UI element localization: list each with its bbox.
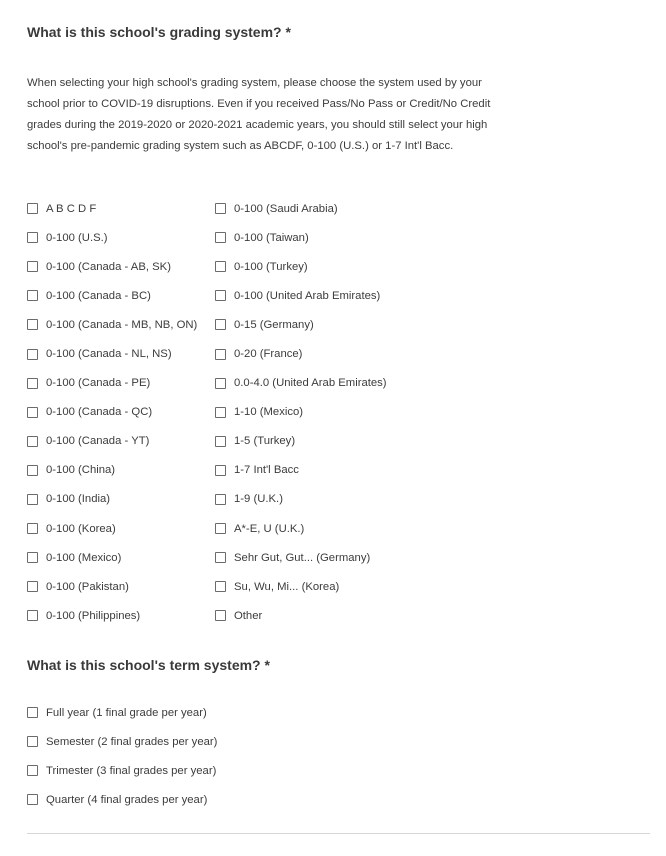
grading-system-option-label: 0-15 (Germany) [234,318,314,331]
grading-system-option[interactable] [215,252,387,281]
grading-system-checkbox[interactable] [215,465,226,476]
grading-system-option-label: 0-20 (France) [234,348,303,361]
grading-system-option-label: Su, Wu, Mi... (Korea) [234,580,340,593]
grading-system-option[interactable] [27,572,197,601]
grading-system-checkbox[interactable] [215,378,226,389]
grading-system-option-label: 0-100 (U.S.) [46,231,108,244]
grading-system-option[interactable] [27,456,197,485]
term-system-option[interactable] [27,785,217,814]
term-system-option-label: Trimester (3 final grades per year) [46,764,217,777]
grading-system-option-label: 0-100 (Pakistan) [46,580,129,593]
term-system-option-label: Quarter (4 final grades per year) [46,793,208,806]
grading-system-option-label: 0-100 (Korea) [46,522,116,535]
term-system-checkbox[interactable] [27,736,38,747]
grading-system-checkbox[interactable] [27,349,38,360]
grading-system-checkbox[interactable] [215,523,226,534]
term-system-question: What is this school's term system? * [27,657,270,673]
grading-system-option[interactable] [27,427,197,456]
grading-system-option[interactable] [215,572,387,601]
grading-system-checkbox[interactable] [27,465,38,476]
grading-system-option[interactable] [215,223,387,252]
term-system-checkbox[interactable] [27,707,38,718]
grading-system-option[interactable] [27,369,197,398]
term-system-checkbox[interactable] [27,794,38,805]
grading-system-option-label: 0-100 (Canada - NL, NS) [46,348,172,361]
grading-system-checkbox[interactable] [27,494,38,505]
grading-system-option[interactable] [27,339,197,368]
grading-options-column-1 [27,194,197,630]
term-system-option[interactable] [27,756,217,785]
grading-system-checkbox[interactable] [215,407,226,418]
grading-system-option-label: Other [234,609,263,622]
term-system-option-label: Full year (1 final grade per year) [46,706,207,719]
grading-system-option[interactable] [27,543,197,572]
grading-system-checkbox[interactable] [27,523,38,534]
grading-system-option[interactable] [215,427,387,456]
grading-system-option-label: A*-E, U (U.K.) [234,522,305,535]
term-system-option-label: Semester (2 final grades per year) [46,735,218,748]
grading-system-option-label: 0-100 (Canada - AB, SK) [46,260,171,273]
grading-system-option-label: 0-100 (Taiwan) [234,231,309,244]
grading-system-checkbox[interactable] [27,552,38,563]
term-options-list [27,698,217,814]
grading-system-checkbox[interactable] [215,203,226,214]
term-system-checkbox[interactable] [27,765,38,776]
grading-system-option-label: 0-100 (India) [46,493,111,506]
grading-system-checkbox[interactable] [215,261,226,272]
grading-system-option[interactable] [215,398,387,427]
grading-system-option-label: A B C D F [46,202,97,215]
grading-system-checkbox[interactable] [27,610,38,621]
grading-system-option[interactable] [215,310,387,339]
grading-system-checkbox[interactable] [215,290,226,301]
grading-system-checkbox[interactable] [215,319,226,330]
grading-system-question: What is this school's grading system? * [27,24,291,40]
grading-system-option-label: 0-100 (United Arab Emirates) [234,289,381,302]
grading-system-option[interactable] [215,485,387,514]
grading-system-option-label: 0-100 (Canada - BC) [46,289,151,302]
grading-system-option-label: 1-9 (U.K.) [234,493,283,506]
grading-system-option-label: 1-5 (Turkey) [234,435,296,448]
grading-system-checkbox[interactable] [215,552,226,563]
grading-system-option[interactable] [27,485,197,514]
grading-system-checkbox[interactable] [27,203,38,214]
grading-system-option[interactable] [215,601,387,630]
term-system-option[interactable] [27,727,217,756]
grading-system-checkbox[interactable] [27,378,38,389]
grading-system-option-label: 0-100 (Philippines) [46,609,141,622]
grading-system-checkbox[interactable] [27,261,38,272]
grading-system-option[interactable] [27,252,197,281]
grading-options-column-2 [215,194,387,630]
grading-system-option[interactable] [27,601,197,630]
grading-system-option[interactable] [27,194,197,223]
grading-system-option[interactable] [27,398,197,427]
grading-system-checkbox[interactable] [215,494,226,505]
grading-system-option[interactable] [27,310,197,339]
grading-system-option[interactable] [215,514,387,543]
grading-system-checkbox[interactable] [27,436,38,447]
grading-system-option-label: 1-7 Int'l Bacc [234,464,299,477]
grading-system-option[interactable] [27,223,197,252]
grading-system-option[interactable] [215,456,387,485]
section-divider [27,833,650,834]
grading-system-option[interactable] [215,194,387,223]
grading-system-checkbox[interactable] [215,581,226,592]
grading-system-option-label: 0-100 (Canada - QC) [46,406,153,419]
grading-system-option-label: 0-100 (Canada - YT) [46,435,150,448]
grading-system-checkbox[interactable] [215,232,226,243]
grading-system-option[interactable] [27,514,197,543]
grading-system-option-label: Sehr Gut, Gut... (Germany) [234,551,371,564]
grading-system-option-label: 0-100 (Mexico) [46,551,122,564]
grading-system-option-label: 0-100 (Saudi Arabia) [234,202,338,215]
grading-system-option-label: 0-100 (Canada - PE) [46,377,151,390]
grading-system-option[interactable] [27,281,197,310]
grading-system-checkbox[interactable] [27,290,38,301]
grading-system-description: When selecting your high school's grading system, please choose the system used by your school prior to COVID-19 disruptions. Even if you received Pass/No Pass or Credit/No Credit grades during the 2019-2020 or 2020-2021 academic years, you should still select your high school's pre-pandemic grading system such as ABCDF, 0-100 (U.S.) or 1-7 Int'l Bacc. [27,77,491,152]
grading-system-option-label: 0.0-4.0 (United Arab Emirates) [234,377,387,390]
grading-system-option[interactable] [215,339,387,368]
grading-system-checkbox[interactable] [215,349,226,360]
grading-system-checkbox[interactable] [27,232,38,243]
grading-system-checkbox[interactable] [27,407,38,418]
grading-system-option-label: 0-100 (Turkey) [234,260,308,273]
term-system-option[interactable] [27,698,217,727]
grading-system-option[interactable] [215,543,387,572]
grading-system-checkbox[interactable] [27,581,38,592]
grading-system-checkbox[interactable] [27,319,38,330]
grading-system-checkbox[interactable] [215,610,226,621]
grading-system-option[interactable] [215,369,387,398]
grading-system-option-label: 1-10 (Mexico) [234,406,304,419]
grading-system-option[interactable] [215,281,387,310]
grading-system-option-label: 0-100 (China) [46,464,116,477]
grading-system-checkbox[interactable] [215,436,226,447]
grading-system-option-label: 0-100 (Canada - MB, NB, ON) [46,318,198,331]
